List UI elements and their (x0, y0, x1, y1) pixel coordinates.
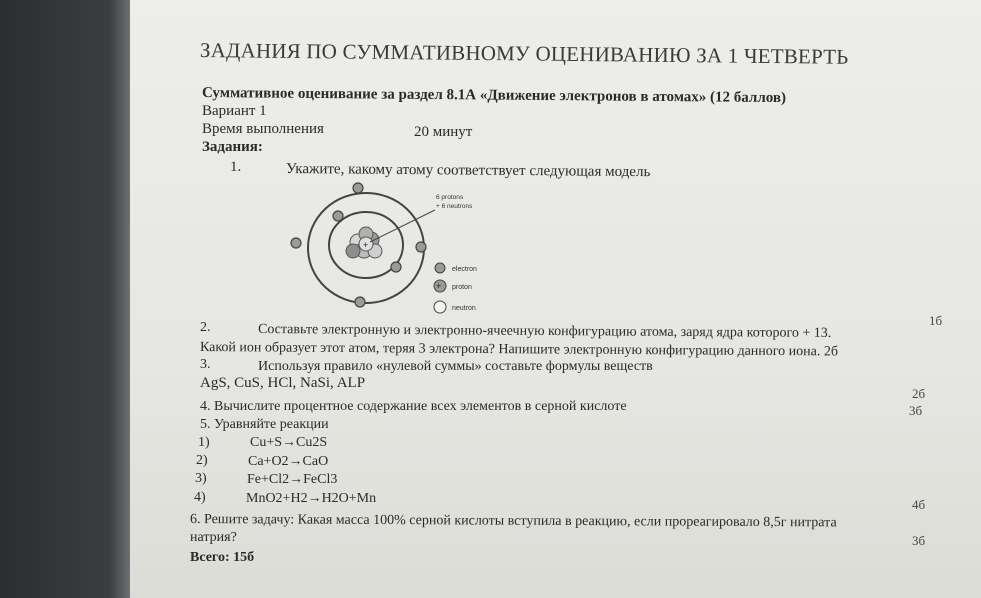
reaction-1-equation: Cu+S→Cu2S (250, 435, 328, 450)
reaction-1-number: 1) (198, 435, 210, 450)
legend-neutron: neutron (452, 305, 476, 312)
task2-line1: Составьте электронную и электронно-ячеечную конфигурацию атома, заряд ядра которого + 13. (257, 322, 832, 342)
svg-text:+: + (363, 240, 369, 250)
task2-line2: Какой ион образует этот атом, теряя 3 электрона? Напишите электронную конфигурацию данного иона. 2б (199, 340, 839, 360)
task3-score: 2б (912, 386, 926, 401)
atom-model-diagram (280, 180, 520, 320)
task1-number: 1. (230, 159, 242, 175)
task3-formulas: AgS, CuS, HCl, NaSi, ALP (200, 375, 366, 391)
subtitle: Суммативное оценивание за раздел 8.1А «Движение электронов в атомах» (12 баллов) (201, 85, 787, 107)
nucleus-label-protons: 6 protons (436, 194, 464, 201)
tasks-label: Задания: (202, 139, 263, 155)
nucleus-label-neutrons: + 6 neutrons (436, 203, 473, 210)
task6-line1: 6. Решите задачу: Какая масса 100% серной кислоты вступила в реакцию, если прореагировало 8,5г нитрата (189, 512, 837, 531)
task3-line1: Используя правило «нулевой суммы» составьте формулы веществ (258, 359, 653, 374)
legend-electron: electron (452, 266, 477, 273)
task1-score: 1б (929, 313, 943, 328)
time-value: 20 минут (414, 124, 473, 140)
variant: Вариант 1 (202, 103, 267, 119)
task2-number: 2. (200, 320, 211, 335)
reaction-2-equation: Ca+O2→CaO (248, 454, 329, 469)
task6-line2: натрия? (190, 530, 237, 545)
reaction-3-equation: Fe+Cl2→FeCl3 (247, 472, 338, 487)
reaction-4-equation: MnO2+H2→H2O+Mn (246, 491, 377, 506)
page-title: ЗАДАНИЯ ПО СУММАТИВНОМУ ОЦЕНИВАНИЮ ЗА 1 ЧЕТВЕРТЬ (199, 38, 849, 69)
reaction-2-number: 2) (196, 453, 208, 468)
reaction-4-number: 4) (194, 490, 206, 505)
task6-score: 3б (912, 533, 926, 548)
task4-text: 4. Вычислите процентное содержание всех элементов в серной кислоте (200, 399, 627, 414)
task1-text: Укажите, какому атому соответствует следующая модель (285, 161, 651, 181)
nucleus (346, 227, 382, 258)
legend-neutron-icon (434, 301, 446, 313)
task3-number: 3. (200, 357, 211, 372)
total-score: Всего: 15б (190, 550, 255, 565)
time-label: Время выполнения (202, 121, 324, 137)
reaction-3-number: 3) (195, 471, 207, 486)
task5-score: 4б (912, 497, 926, 512)
svg-text:+: + (436, 281, 442, 291)
legend-electron-icon (435, 263, 445, 273)
legend-proton: proton (452, 284, 472, 291)
task5-header: 5. Уравняйте реакции (200, 417, 329, 432)
task4-score: 3б (909, 403, 923, 418)
